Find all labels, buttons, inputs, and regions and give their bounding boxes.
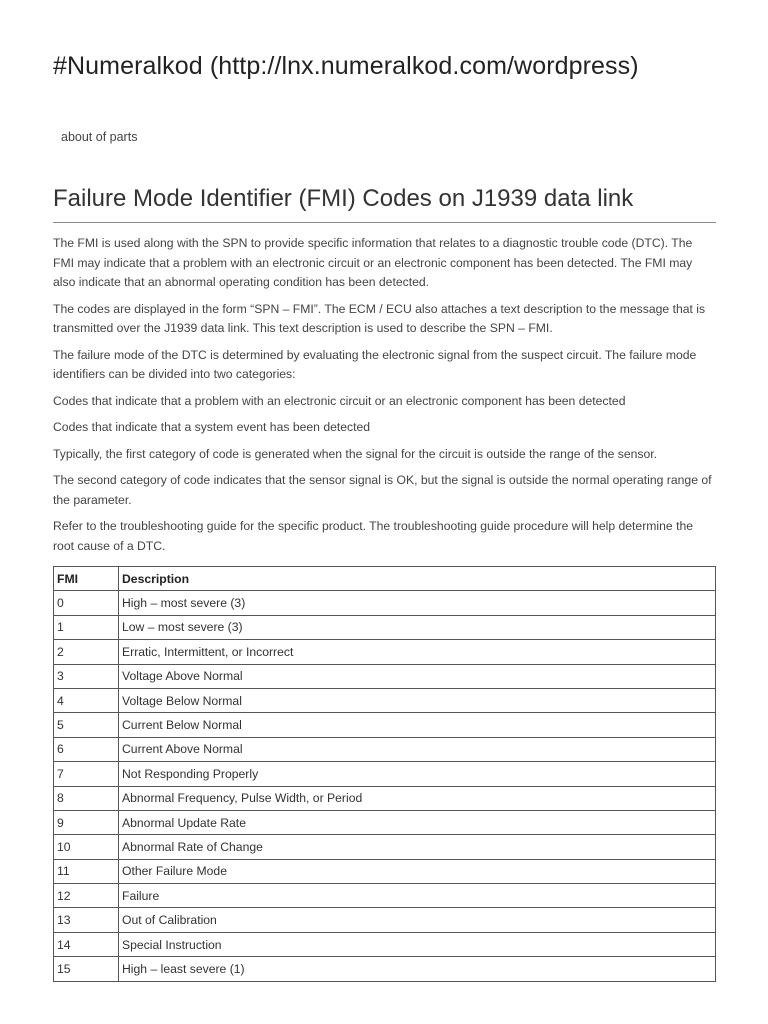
table-row (54, 908, 716, 932)
table-row (54, 810, 716, 834)
paragraph: Codes that indicate that a problem with an electronic circuit or an electronic component has been detected (53, 393, 626, 408)
fmi-description-cell: Erratic, Intermittent, or Incorrect (119, 640, 716, 664)
table-row (54, 591, 716, 615)
fmi-code-cell: 0 (54, 591, 119, 615)
fmi-description-cell: Failure (119, 884, 716, 908)
fmi-description-cell: Not Responding Properly (119, 762, 716, 786)
table-row (54, 664, 716, 688)
paragraph: The FMI is used along with the SPN to provide specific information that relates to a diagnostic trouble code (DTC). The FMI may indicate that a problem with an electronic circuit or an electronic component has been detected. The FMI may also indicate that an abnormal operating condition has been detected. (53, 236, 693, 289)
table-row (54, 932, 716, 956)
table-row (54, 688, 716, 712)
table-row (54, 713, 716, 737)
fmi-description-cell: Current Above Normal (119, 737, 716, 761)
fmi-description-cell: Voltage Below Normal (119, 688, 716, 712)
fmi-code-cell: 4 (54, 688, 119, 712)
fmi-code-cell: 11 (54, 859, 119, 883)
paragraph: The failure mode of the DTC is determined by evaluating the electronic signal from the suspect circuit. The failure mode identifiers can be divided into two categories: (53, 347, 697, 381)
fmi-code-cell: 5 (54, 713, 119, 737)
article-content (53, 185, 716, 982)
fmi-code-cell: 3 (54, 664, 119, 688)
column-header-description: Description (119, 567, 716, 591)
paragraph: Refer to the troubleshooting guide for the specific product. The troubleshooting guide procedure will help determine the root cause of a DTC. (53, 519, 694, 553)
table-row (54, 786, 716, 810)
paragraph: Typically, the first category of code is generated when the signal for the circuit is outside the range of the sensor. (53, 446, 658, 461)
table-header-row (54, 567, 716, 591)
fmi-description-cell: Low – most severe (3) (119, 615, 716, 639)
fmi-description-cell: Abnormal Frequency, Pulse Width, or Period (119, 786, 716, 810)
fmi-description-cell: Abnormal Update Rate (119, 810, 716, 834)
fmi-code-cell: 12 (54, 884, 119, 908)
fmi-description-cell: Voltage Above Normal (119, 664, 716, 688)
paragraph: The codes are displayed in the form “SPN – FMI”. The ECM / ECU also attaches a text description to the message that is transmitted over the J1939 data link. This text description is used to describe the SPN – FMI. (53, 301, 706, 335)
nav-link-about-of-parts[interactable]: about of parts (61, 130, 138, 144)
table-row (54, 884, 716, 908)
table-row (54, 859, 716, 883)
fmi-code-cell: 2 (54, 640, 119, 664)
fmi-description-cell: High – most severe (3) (119, 591, 716, 615)
fmi-description-cell: Abnormal Rate of Change (119, 835, 716, 859)
page-title: Failure Mode Identifier (FMI) Codes on J1939 data link (53, 185, 716, 223)
fmi-code-cell: 9 (54, 810, 119, 834)
fmi-code-cell: 14 (54, 932, 119, 956)
paragraph: The second category of code indicates that the sensor signal is OK, but the signal is outside the normal operating range of the parameter. (53, 473, 712, 507)
article-body (53, 234, 716, 556)
fmi-code-cell: 15 (54, 957, 119, 981)
column-header-fmi: FMI (54, 567, 119, 591)
table-row (54, 640, 716, 664)
fmi-description-cell: High – least severe (1) (119, 957, 716, 981)
table-row (54, 835, 716, 859)
table-row (54, 737, 716, 761)
fmi-code-cell: 7 (54, 762, 119, 786)
fmi-codes-table (53, 566, 716, 982)
fmi-code-cell: 13 (54, 908, 119, 932)
fmi-description-cell: Out of Calibration (119, 908, 716, 932)
fmi-code-cell: 8 (54, 786, 119, 810)
fmi-code-cell: 10 (54, 835, 119, 859)
fmi-description-cell: Other Failure Mode (119, 859, 716, 883)
paragraph: Codes that indicate that a system event has been detected (53, 420, 371, 434)
table-row (54, 762, 716, 786)
fmi-description-cell: Special Instruction (119, 932, 716, 956)
site-title-link[interactable]: #Numeralkod (http://lnx.numeralkod.com/wordpress) (53, 52, 639, 80)
fmi-description-cell: Current Below Normal (119, 713, 716, 737)
fmi-code-cell: 1 (54, 615, 119, 639)
fmi-code-cell: 6 (54, 737, 119, 761)
table-row (54, 957, 716, 981)
table-row (54, 615, 716, 639)
